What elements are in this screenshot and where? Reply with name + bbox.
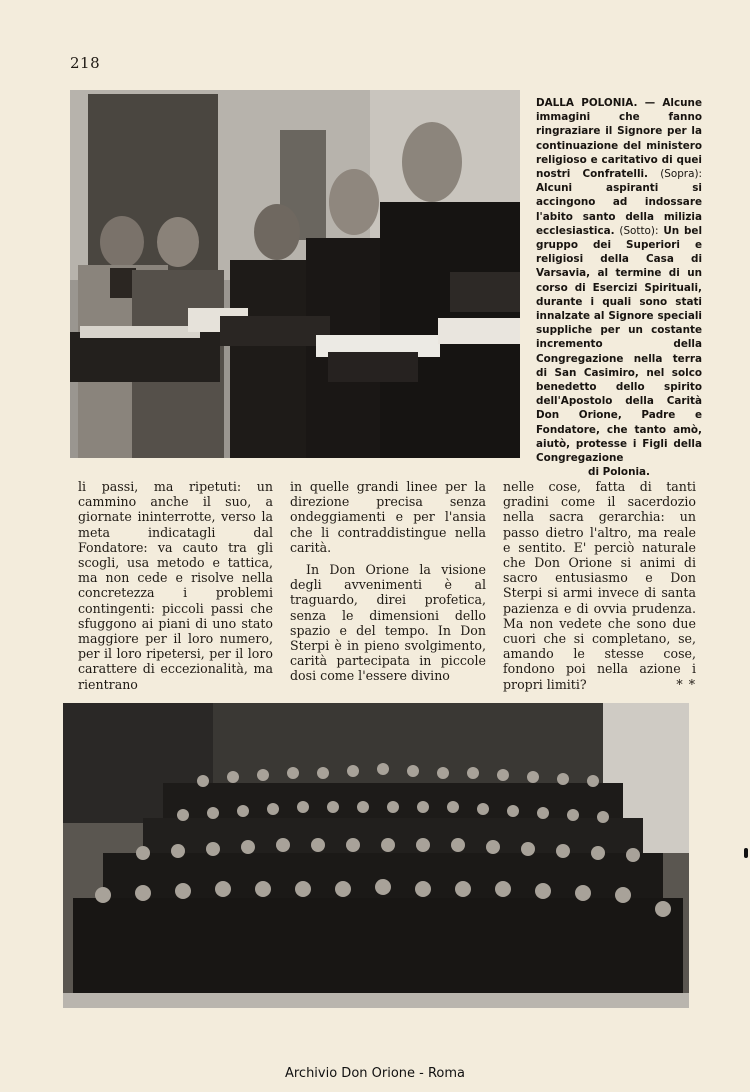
column-1-paragraph: li passi, ma ripetuti: un cammino anche il suo, a giornate ininterrotte, verso la meta indicatagli dal Fondatore: va cauto tra gli scogli, usa metodo e tattica, ma non cede e risolve nella concretezza i problemi contingenti: piccoli passi che sfuggono ai piani di uno stato maggiore per il loro numero, per il loro ripetersi, per il loro carattere di eccezionalità, ma rientrano	[78, 479, 273, 692]
edge-mark	[744, 848, 748, 858]
end-mark: * *	[676, 676, 696, 692]
caption-text-3: Un bel gruppo dei Superiori e religiosi della Casa di Varsavia, al termine di un corso di Esercizi Spirituali, durante i quali sono stati innalzate al Signore speciali suppliche per un costante incremento della Congregazione nella terra di San Casimiro, nel solco benedetto dello spirito dell'Apostolo della Carità Don Orione, Padre e Fondatore, che tanto amò, aiutò, protesse i Figli della Congregazione	[536, 224, 703, 465]
article-column-1	[78, 479, 273, 692]
column-3-text: nelle cose, fatta di tanti gradini come il sacerdozio nella sacra gerarchia: un passo dietro l'altro, ma reale e sentito. E' perciò naturale che Don Orione si animi di sacro entusiasmo e Don Sterpi si armi invece di santa pazienza e di ovvia prudenza. Ma non vedete che sono due cuori che si completano, se, amando le stesse cose, fondono poi nella azione i propri limiti?	[503, 479, 696, 692]
article-column-3	[503, 479, 696, 692]
caption-last-line: di Polonia.	[588, 466, 650, 479]
column-2-paragraph-2: In Don Orione la visione degli avvenimenti è al traguardo, direi profetica, senza le dimensioni dello spazio e del tempo. In Don Sterpi è in pieno svolgimento, carità partecipata in piccole dosi come l'essere divino	[290, 562, 486, 684]
caption-lead: DALLA POLONIA. —	[536, 97, 656, 109]
photo-caption	[536, 96, 702, 479]
article-column-2	[290, 479, 486, 684]
photo-warsaw-group	[63, 703, 689, 1008]
column-2-paragraph-1: in quelle grandi linee per la direzione precisa senza ondeggiamenti e per l'ansia che li contraddistingue nella carità.	[290, 479, 486, 555]
caption-text-1: Alcune immagini che fanno ringraziare il Signore per la continuazione del ministero religioso e caritativo di quei nostri Confratelli.	[536, 97, 702, 181]
caption-label-sotto: (Sotto):	[619, 224, 659, 237]
archive-footer: Archivio Don Orione - Roma	[284, 1066, 466, 1081]
caption-text-2: Alcuni aspiranti si accingono ad indossare l'abito santo della milizia ecclesiastica.	[536, 182, 702, 237]
caption-label-sopra: (Sopra):	[660, 168, 702, 181]
page-number: 218	[70, 54, 101, 72]
photo-aspirants	[70, 90, 520, 458]
column-3-paragraph	[503, 479, 696, 692]
